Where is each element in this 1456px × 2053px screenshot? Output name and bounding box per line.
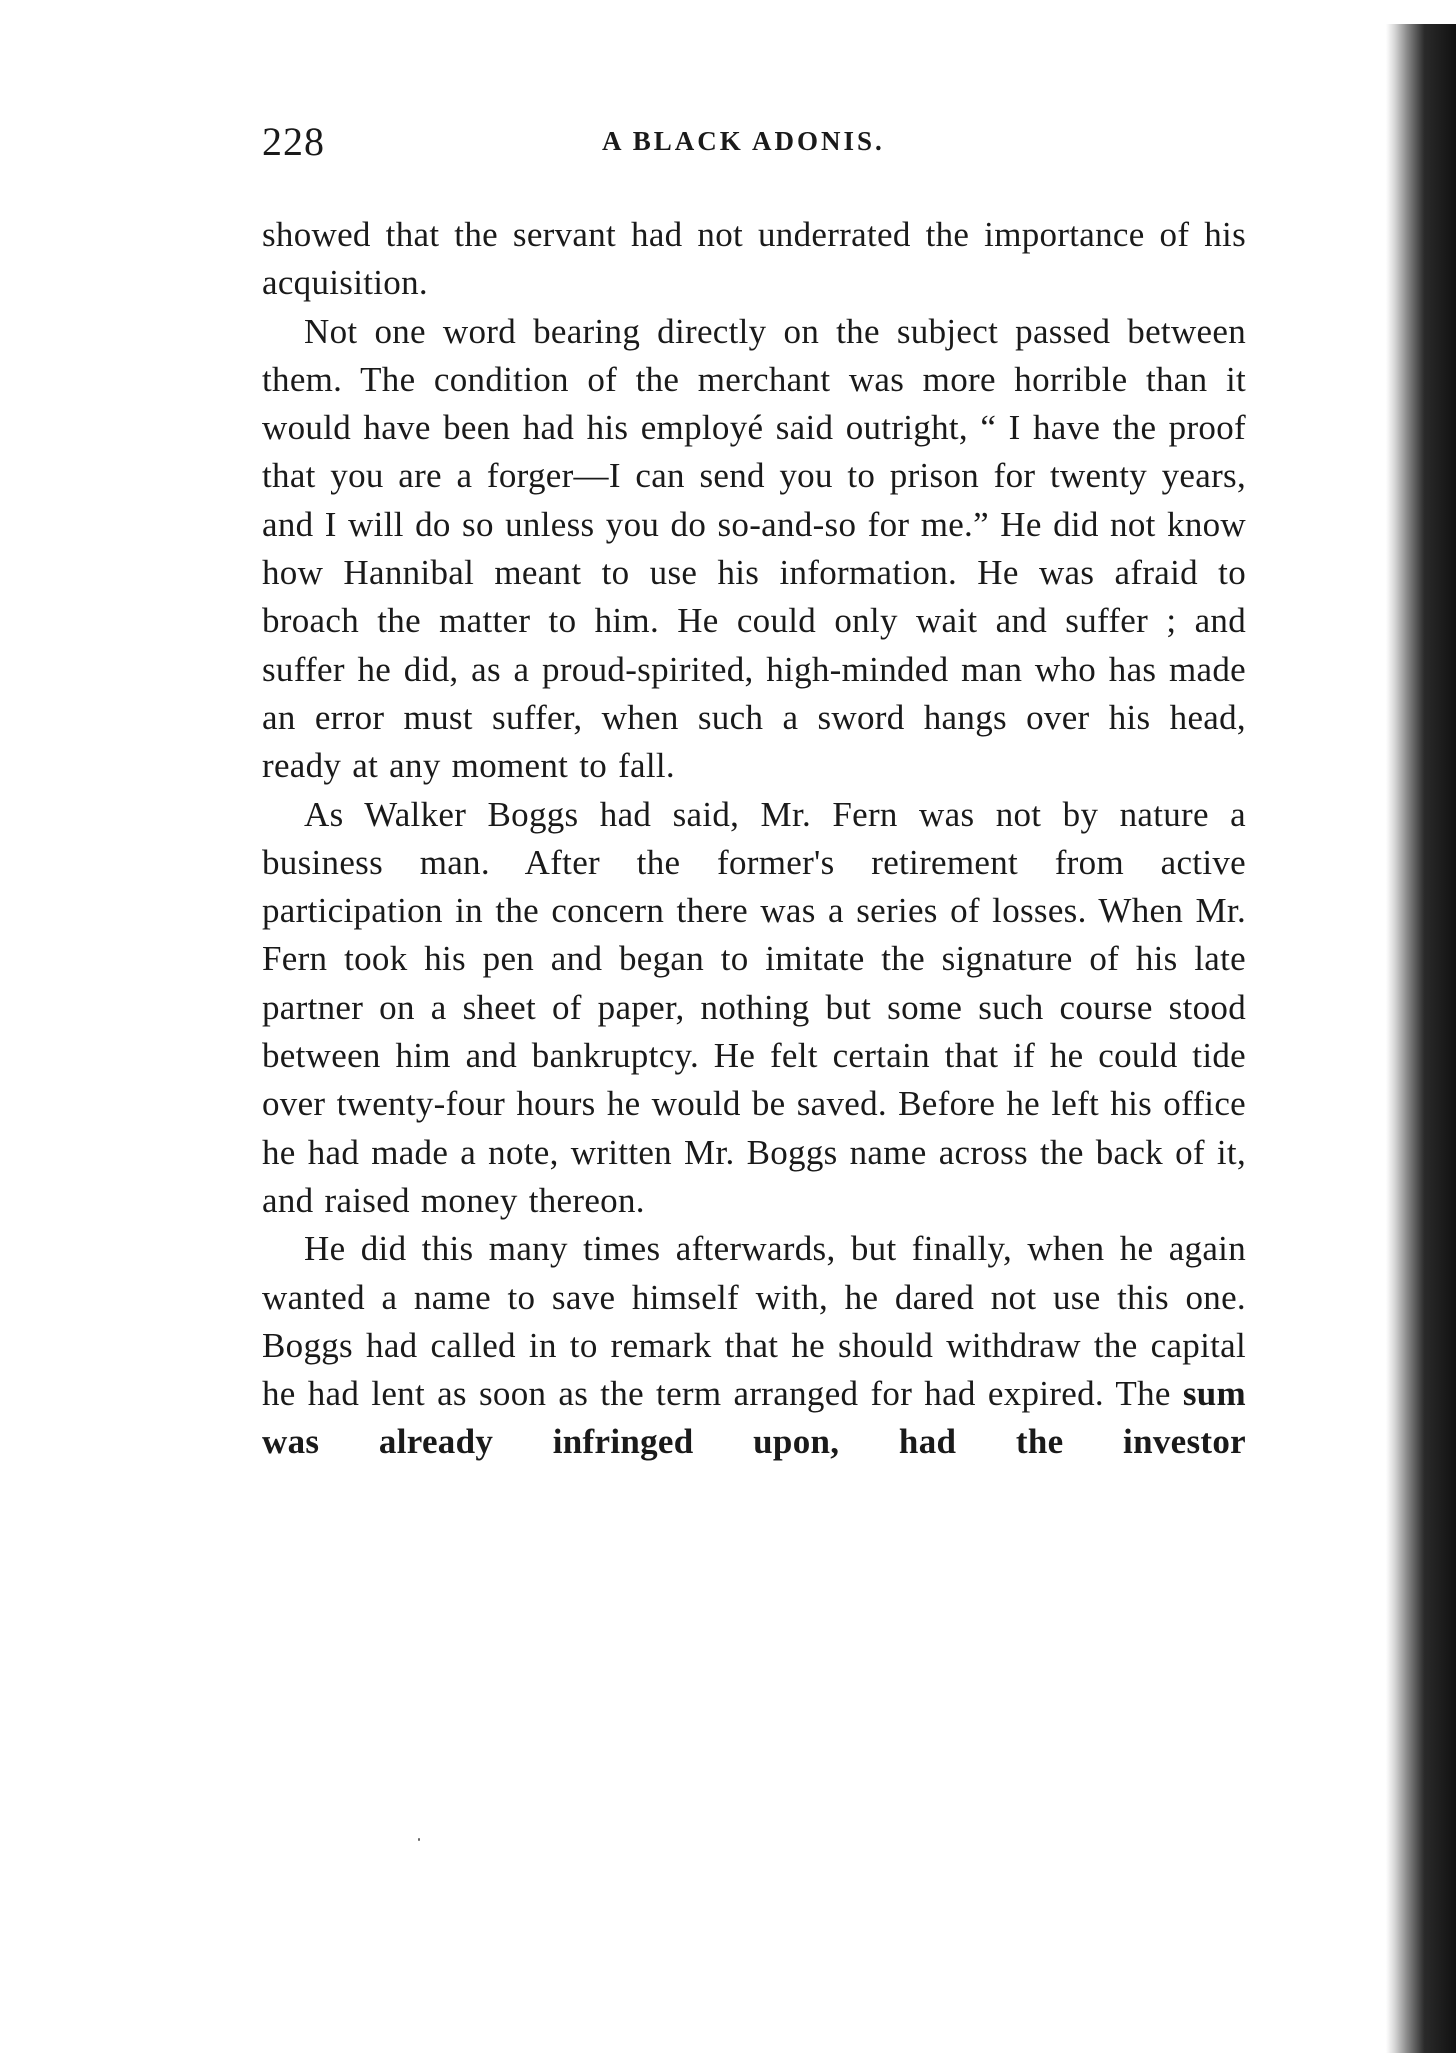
paragraph-2: Not one word bearing directly on the subject passed between them. The condition of the merchant was more horrible than it would have been had his employé said outright, “ I have the proof that you are a forger—I can send you to prison for twenty years, and I will do so unless you do so-and-so for me.” He did not know how Hannibal meant to use his information. He was afraid to broach the matter to him. He could only wait and suffer ; and suffer he did, as a proud-spirited, high-minded man who has made an error must suffer, when such a sword hangs over his head, ready at any moment to fall.: [262, 311, 1246, 786]
paragraph-4-bold-text: sum was already infringed upon, had the investor: [262, 1374, 1246, 1462]
running-head: [262, 118, 1242, 168]
paragraph-4-text: He did this many times afterwards, but finally, when he again wanted a name to save himself with, he dared not use this one. Boggs had called in to remark that he should withdraw the capital he had lent as soon as the term arranged for had expired. The: [262, 1229, 1246, 1414]
page-number: 228: [262, 119, 325, 164]
book-binding-edge: [1386, 24, 1456, 2053]
paragraph-1: showed that the servant had not underrated the importance of his acquisition.: [262, 215, 1246, 303]
print-speck: [418, 1838, 420, 1841]
body-text: [262, 211, 1246, 1467]
paragraph-4: [262, 1225, 1246, 1466]
running-title: A BLACK ADONIS.: [602, 126, 885, 156]
paragraph-3: As Walker Boggs had said, Mr. Fern was not by nature a business man. After the former's retirement from active participation in the concern there was a series of losses. When Mr. Fern took his pen and began to imitate the signature of his late partner on a sheet of paper, nothing but some such course stood between him and bankruptcy. He felt certain that if he could tide over twenty-four hours he would be saved. Before he left his office he had made a note, written Mr. Boggs name across the back of it, and raised money thereon.: [262, 794, 1246, 1220]
